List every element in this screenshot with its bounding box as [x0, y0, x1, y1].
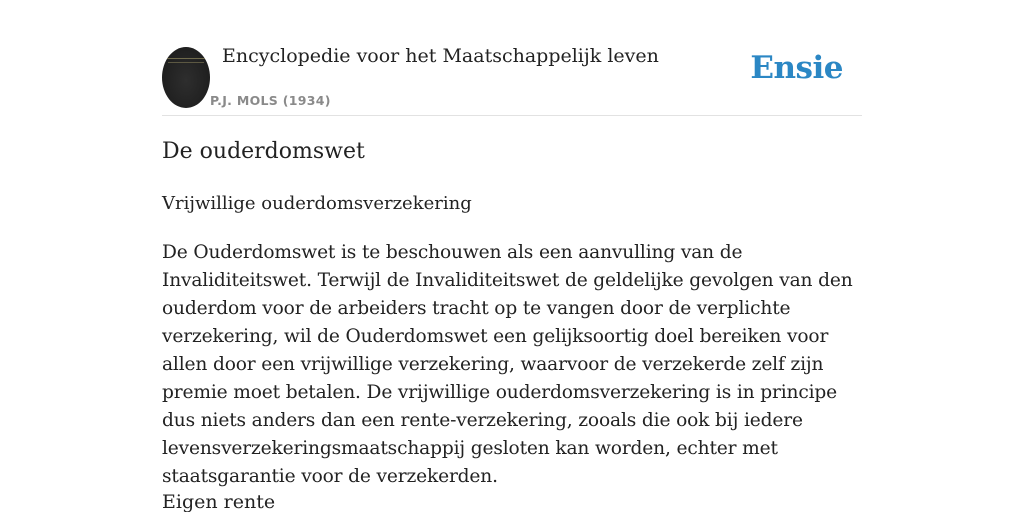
page	[162, 0, 862, 512]
article-title: De ouderdomswet	[162, 139, 365, 164]
cover-title-band	[166, 58, 206, 59]
article-paragraph: De Ouderdomswet is te beschouwen als een aanvulling van de Invaliditeitswet. Terwijl de Invaliditeitswet de geldelijke gevolgen van den ouderdom voor de arbeiders tracht op te vangen door de verplichte verzekering, wil de Ouderdomswet een gelijksoortig doel bereiken voor allen door een vrijwillige verzekering, waarvoor de verzekerde zelf zijn premie moet betalen. De vrijwillige ouderdomsverzekering is in principe dus niets anders dan een rente-verzekering, zooals die ook bij iedere levensverzekeringsmaatschappij gesloten kan worden, echter met staatsgarantie voor de verzekerden.	[162, 242, 853, 487]
ensie-logo[interactable]: Ensie	[750, 50, 843, 86]
book-author: P.J. MOLS (1934)	[210, 93, 331, 108]
header	[162, 0, 862, 116]
article-subtitle: Vrijwillige ouderdomsverzekering	[162, 193, 472, 214]
section-heading-eigen-rente: Eigen rente	[162, 491, 276, 512]
book-title[interactable]: Encyclopedie voor het Maatschappelijk leven	[222, 45, 659, 67]
cover-subtitle-band	[168, 62, 204, 63]
book-cover-image[interactable]	[162, 47, 210, 108]
